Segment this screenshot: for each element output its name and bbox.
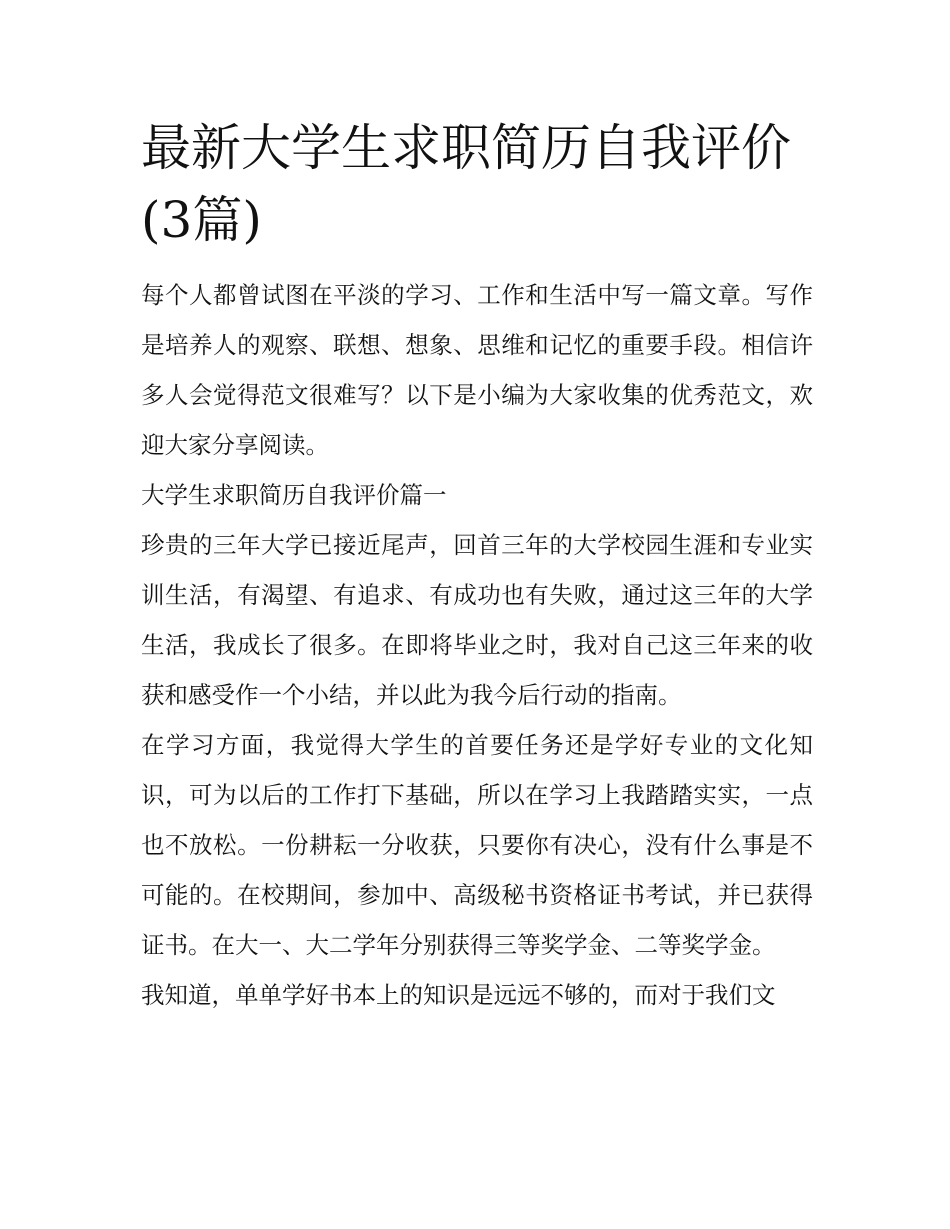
section-heading: 大学生求职简历自我评价篇一 xyxy=(141,481,447,509)
document-title: 最新大学生求职简历自我评价(3篇) xyxy=(141,119,791,249)
body-paragraph-2: 在学习方面，我觉得大学生的首要任务还是学好专业的文化知识，可为以后的工作打下基础，所以在学习上我踏踏实实，一点也不放松。一份耕耘一分收获，只要你有决心，没有什么事是不可能的。在校期间，参加中、高级秘书资格证书考试，并已获得证书。在大一、大二学年分别获得三等奖学金、二等奖学金。 xyxy=(141,731,813,959)
document-page xyxy=(141,112,813,1020)
body-paragraph-1: 珍贵的三年大学已接近尾声，回首三年的大学校园生涯和专业实训生活，有渴望、有追求、有成功也有失败，通过这三年的大学生活，我成长了很多。在即将毕业之时，我对自己这三年来的收获和感受作一个小结，并以此为我今后行动的指南。 xyxy=(141,531,813,709)
body-paragraph-3: 我知道，单单学好书本上的知识是远远不够的，而对于我们文 xyxy=(141,981,776,1009)
intro-paragraph: 每个人都曾试图在平淡的学习、工作和生活中写一篇文章。写作是培养人的观察、联想、想象、思维和记忆的重要手段。相信许多人会觉得范文很难写？以下是小编为大家收集的优秀范文，欢迎大家分享阅读。 xyxy=(141,281,813,459)
